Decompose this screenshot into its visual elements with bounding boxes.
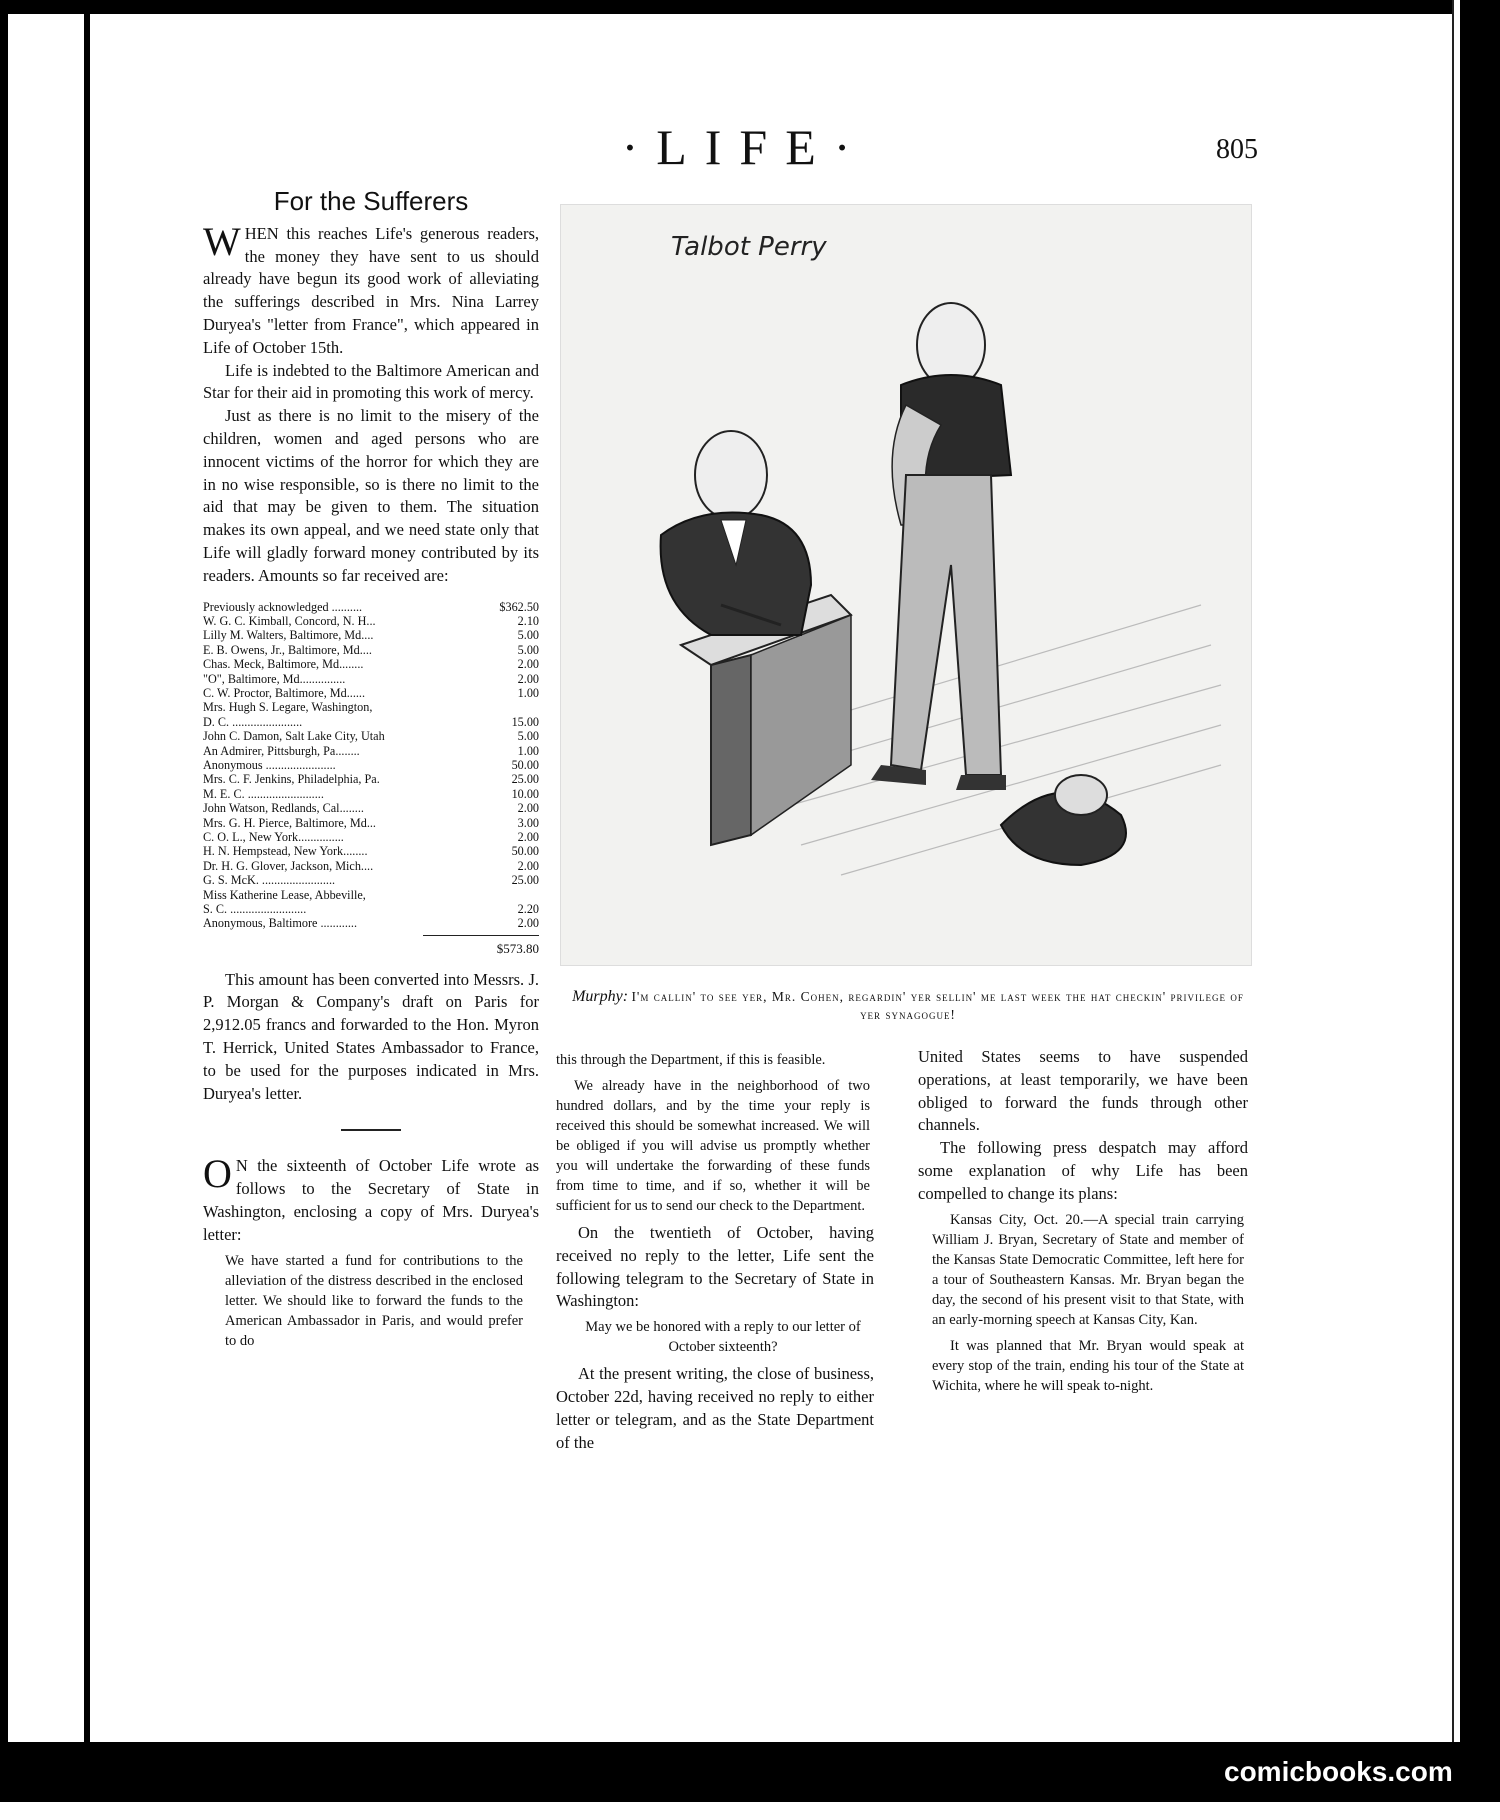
donation-amount: 2.00 [517, 801, 539, 816]
donation-total: $573.80 [423, 935, 539, 961]
donation-amount [495, 888, 539, 902]
donation-amount: 2.00 [517, 916, 539, 931]
paragraph: Just as there is no limit to the misery of the children, women and aged persons who are innocent victims of the horror for which they are in no wise responsible, so is there no limit to the aid that may be given to them. The situation makes its own appeal, and we need state only that Life will gladly forward money contributed by its readers. Amounts so far received are: [203, 406, 539, 585]
donor-name: Mrs. G. H. Pierce, Baltimore, Md... [203, 815, 376, 830]
donor-name: Previously acknowledged .......... [203, 599, 363, 614]
donor-name: W. G. C. Kimball, Concord, N. H... [203, 613, 376, 628]
donation-amount: 15.00 [511, 714, 539, 729]
section2-paragraph [203, 1151, 539, 1246]
donor-name: H. N. Hempstead, New York........ [203, 844, 368, 859]
donation-row [203, 686, 539, 700]
donation-row [203, 902, 539, 916]
donation-amount: 50.00 [511, 758, 539, 773]
section2-text: N the sixteenth of October Life wrote as follows to the Secretary of State in Washington, enclosing a copy of Mrs. Duryea's letter: [203, 1156, 539, 1244]
donor-name: Mrs. C. F. Jenkins, Philadelphia, Pa. [203, 772, 380, 787]
donation-row [203, 672, 539, 686]
scan-border-right [1460, 0, 1500, 1820]
page-number: 805 [1216, 134, 1258, 165]
caption-text: I'm callin' to see yer, Mr. Cohen, regardin' yer sellin' me last week the hat checkin' privilege of yer synagogue! [631, 989, 1244, 1022]
donor-name: E. B. Owens, Jr., Baltimore, Md.... [203, 642, 372, 657]
left-column [203, 186, 539, 1357]
press-dispatch: Kansas City, Oct. 20.—A special train carrying William J. Bryan, Secretary of State and member of the Kansas State Democratic Committee, left here for a tour of Southeastern Kansas. Mr. Bryan began the day, the second of his present visit to that State, with an early-morning speech at Kansas City, Kan. [932, 1211, 1244, 1328]
donation-amount: 5.00 [517, 642, 539, 657]
donor-name: Chas. Meck, Baltimore, Md........ [203, 657, 364, 672]
paragraph: This amount has been converted into Messrs. J. P. Morgan & Company's draft on Paris for 2,912.05 francs and forwarded to the Hon. Myron T. Herrick, United States Ambassador to France, to be used for the purposes indicated in Mrs. Duryea's letter. [203, 969, 539, 1103]
desk-front [711, 655, 751, 845]
donor-name: M. E. C. ......................... [203, 786, 324, 801]
donation-row [203, 600, 539, 614]
hat-on-floor [1001, 775, 1126, 865]
paragraph: On the twentieth of October, having received no reply to the letter, Life sent the following telegram to the Secretary of State in Washington: [556, 1223, 874, 1311]
site-watermark: comicbooks.com [1224, 1756, 1453, 1787]
donation-row [203, 657, 539, 671]
donation-amount: $362.50 [499, 599, 539, 614]
paragraph: The following press despatch may afford some explanation of why Life has been compelled to change its plans: [918, 1138, 1248, 1203]
donation-amount: 1.00 [517, 743, 539, 758]
paragraph: Life is indebted to the Baltimore American and Star for their aid in promoting this work of mercy. [203, 360, 539, 403]
press-dispatch: It was planned that Mr. Bryan would speak at every stop of the train, ending his tour of the State at Wichita, where he will speak to-night. [932, 1337, 1244, 1394]
donation-row [203, 859, 539, 873]
donation-row [203, 729, 539, 743]
donation-row [203, 787, 539, 801]
cartoon-drawing [561, 205, 1251, 965]
paragraph: United States seems to have suspended operations, at least temporarily, we have been obliged to forward the funds through other channels. [918, 1047, 1248, 1135]
donor-name: Dr. H. G. Glover, Jackson, Mich.... [203, 858, 374, 873]
donation-row [203, 772, 539, 786]
donor-name: Mrs. Hugh S. Legare, Washington, [203, 700, 373, 715]
drop-cap: O [203, 1151, 232, 1197]
middle-column [556, 1046, 874, 1454]
intro-text: HEN this reaches Life's generous readers, the money they have sent to us should already have begun its good work of alleviating the sufferings described in Mrs. Nina Larrey Duryea's "letter from France", which appeared in Life of October 15th. [203, 223, 539, 357]
next-page-strip [0, 1802, 1500, 1820]
donation-amount: 1.00 [517, 685, 539, 700]
intro-paragraph [203, 218, 539, 360]
donation-row [203, 715, 539, 729]
donor-name: G. S. McK. ........................ [203, 873, 336, 888]
scan-border-top [0, 0, 1500, 14]
page-gutter [84, 0, 90, 1760]
cartoon-illustration [560, 204, 1252, 966]
donation-amount: 10.00 [511, 786, 539, 801]
donation-row [203, 614, 539, 628]
donor-name: An Admirer, Pittsburgh, Pa........ [203, 743, 360, 758]
paragraph: At the present writing, the close of business, October 22d, having received no reply to either letter or telegram, and as the State Department of the [556, 1364, 874, 1452]
scan-border-left [0, 0, 8, 1820]
donation-amount: 2.00 [517, 830, 539, 845]
donation-amount: 2.20 [517, 902, 539, 917]
donor-name: Lilly M. Walters, Baltimore, Md.... [203, 628, 374, 643]
donation-row [203, 700, 539, 714]
donor-name: S. C. ......................... [203, 902, 307, 917]
donation-row [203, 628, 539, 642]
donation-amount: 5.00 [517, 729, 539, 744]
donation-amount: 5.00 [517, 628, 539, 643]
donor-name: Anonymous ....................... [203, 758, 336, 773]
donation-list [203, 600, 539, 931]
donation-amount: 3.00 [517, 815, 539, 830]
donor-name: D. C. ....................... [203, 714, 303, 729]
donation-row [203, 844, 539, 858]
letter-paragraph: We already have in the neighborhood of two hundred dollars, and by the time your reply is received this should be somewhat increased. We will be obliged if you will advise us promptly whether you will undertake the forwarding of these funds from time to time, and if so, whether it will be sufficient for us to send our check to the Department. [556, 1078, 870, 1214]
telegram-text: May we be honored with a reply to our letter of October sixteenth? [585, 1319, 861, 1356]
donor-name: C. W. Proctor, Baltimore, Md...... [203, 685, 366, 700]
donation-amount [495, 700, 539, 714]
donor-name: Miss Katherine Lease, Abbeville, [203, 887, 366, 902]
letter-quote: We have started a fund for contributions to the alleviation of the distress described in the enclosed letter. We should like to forward the funds to the American Ambassador in Paris, and would prefer to do [225, 1252, 523, 1349]
standing-man [871, 303, 1011, 790]
donor-name: John Watson, Redlands, Cal........ [203, 801, 364, 816]
donation-amount: 2.00 [517, 671, 539, 686]
cartoon-caption [568, 988, 1248, 1024]
seated-man [661, 431, 811, 635]
donation-amount: 25.00 [511, 873, 539, 888]
caption-speaker: Murphy: [572, 988, 629, 1005]
donation-amount: 50.00 [511, 844, 539, 859]
section-divider [341, 1129, 401, 1131]
donation-row [203, 744, 539, 758]
article-title: For the Sufferers [273, 186, 469, 216]
donation-amount: 2.00 [517, 858, 539, 873]
donor-name: John C. Damon, Salt Lake City, Utah [203, 729, 385, 744]
artist-signature: Talbot Perry [671, 232, 827, 262]
donation-row [203, 758, 539, 772]
letter-continued: this through the Department, if this is feasible. [556, 1052, 826, 1068]
donor-name: "O", Baltimore, Md............... [203, 671, 346, 686]
donation-row [203, 830, 539, 844]
donation-row [203, 816, 539, 830]
donation-row [203, 873, 539, 887]
donor-name: Anonymous, Baltimore ............ [203, 916, 358, 931]
magazine-masthead: ·LIFE· [621, 119, 869, 175]
donation-row [203, 888, 539, 902]
donation-row [203, 801, 539, 815]
donation-row [203, 916, 539, 930]
drop-cap: W [203, 218, 241, 264]
donation-row [203, 643, 539, 657]
donation-amount: 25.00 [511, 772, 539, 787]
right-column [918, 1046, 1248, 1402]
donation-amount: 2.00 [517, 657, 539, 672]
donation-amount: 2.10 [517, 613, 539, 628]
donor-name: C. O. L., New York............... [203, 830, 344, 845]
